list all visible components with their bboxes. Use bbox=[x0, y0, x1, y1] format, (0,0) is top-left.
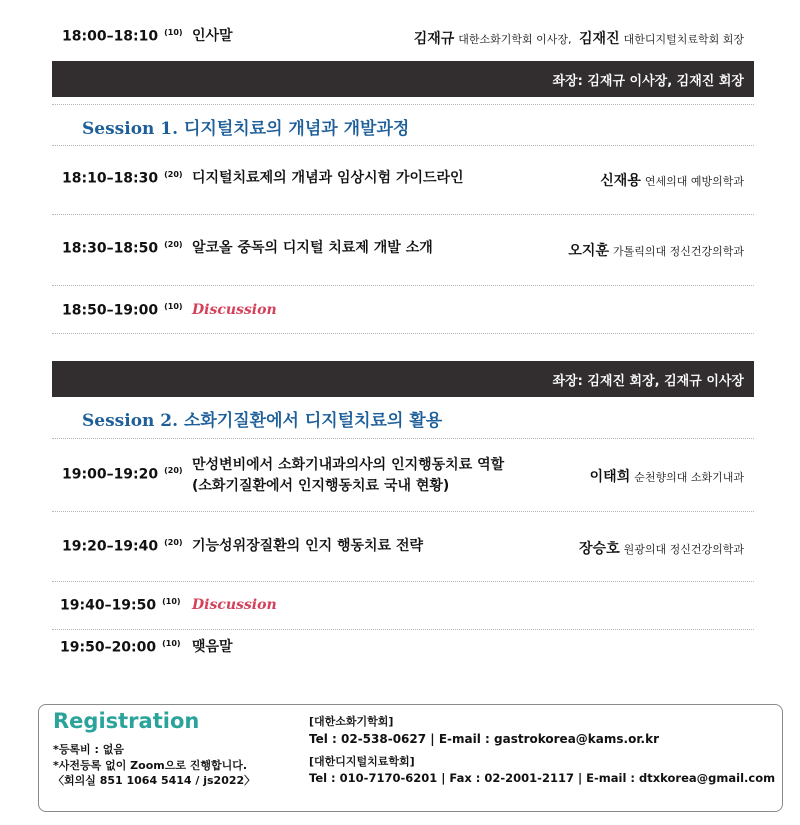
org-name: [대한디지털치료학회] bbox=[309, 755, 415, 768]
talk-row bbox=[52, 170, 754, 192]
time-slot: 19:50–20:00 $^{(10)}$ bbox=[60, 639, 181, 656]
chair-bar bbox=[52, 61, 754, 97]
time-slot: 19:40–19:50 $^{(10)}$ bbox=[60, 597, 181, 614]
speaker: 장승호 원광의대 정신건강의학과 bbox=[579, 541, 744, 557]
divider bbox=[52, 333, 754, 334]
talk-row bbox=[52, 240, 754, 262]
divider bbox=[52, 438, 754, 439]
session-heading: Session 1. 디지털치료의 개념과 개발과정 bbox=[82, 119, 410, 139]
org-contact: Tel : 02-538-0627 | E-mail : gastrokorea@kams.or.kr bbox=[309, 732, 659, 746]
chair-bar bbox=[52, 361, 754, 397]
time-slot: 18:30–18:50 $^{(20)}$ bbox=[62, 240, 183, 257]
time-slot: 19:00–19:20 $^{(20)}$ bbox=[62, 466, 183, 483]
talk-title: 알코올 중독의 디지털 치료제 개발 소개 bbox=[192, 240, 433, 256]
talk-row bbox=[52, 597, 754, 619]
chair-text: 좌장: 김재진 회장, 김재규 이사장 bbox=[552, 374, 744, 389]
talk-title: 기능성위장질환의 인지 행동치료 전략 bbox=[192, 538, 424, 554]
talk-row bbox=[52, 639, 754, 661]
divider bbox=[52, 581, 754, 582]
talk-title: 맺음말 bbox=[192, 639, 233, 655]
org-name: [대한소화기학회] bbox=[309, 715, 394, 728]
talk-title: 인사말 bbox=[192, 28, 233, 44]
discussion-label: Discussion bbox=[192, 597, 277, 613]
time-slot: 18:10–18:30 $^{(20)}$ bbox=[62, 170, 183, 187]
meeting-info: 〈회의실 851 1064 5414 / js2022〉 bbox=[53, 774, 256, 787]
divider bbox=[52, 629, 754, 630]
registration-note: *사전등록 없이 Zoom으로 진행합니다. bbox=[53, 759, 248, 772]
talk-row bbox=[52, 302, 754, 324]
talk-title: 디지털치료제의 개념과 임상시험 가이드라인 bbox=[192, 170, 464, 186]
speaker: 신재용 연세의대 예방의학과 bbox=[600, 173, 744, 189]
talk-row bbox=[52, 455, 754, 497]
divider bbox=[52, 214, 754, 215]
divider bbox=[52, 511, 754, 512]
divider bbox=[52, 104, 754, 105]
speaker: 이태희 순천향의대 소화기내과 bbox=[589, 469, 744, 485]
chair-text: 좌장: 김재규 이사장, 김재진 회장 bbox=[552, 74, 744, 89]
time-slot: 18:50–19:00 $^{(10)}$ bbox=[62, 302, 183, 319]
registration-fee: *등록비 : 없음 bbox=[53, 743, 124, 756]
divider bbox=[52, 285, 754, 286]
time-slot: 19:20–19:40 $^{(20)}$ bbox=[62, 538, 183, 555]
opening-row bbox=[52, 28, 754, 50]
time-slot: 18:00–18:10 $^{(10)}$ bbox=[62, 28, 183, 45]
speaker: 오지훈 가톨릭의대 정신건강의학과 bbox=[568, 243, 744, 259]
registration-title: Registration bbox=[53, 709, 200, 733]
talk-row bbox=[52, 538, 754, 560]
discussion-label: Discussion bbox=[192, 302, 277, 318]
speaker: 김재규 대한소화기학회 이사장, 김재진 대한디지털치료학회 회장 bbox=[413, 31, 744, 47]
divider bbox=[52, 145, 754, 146]
session-heading: Session 2. 소화기질환에서 디지털치료의 활용 bbox=[82, 411, 443, 431]
registration-box bbox=[38, 704, 783, 812]
talk-title: 만성변비에서 소화기내과의사의 인지행동치료 역할 bbox=[192, 457, 505, 473]
talk-subtitle: (소화기질환에서 인지행동치료 국내 현황) bbox=[192, 478, 450, 494]
org-contact: Tel : 010-7170-6201 | Fax : 02-2001-2117 | E-mail : dtxkorea@gmail.com bbox=[309, 771, 776, 785]
